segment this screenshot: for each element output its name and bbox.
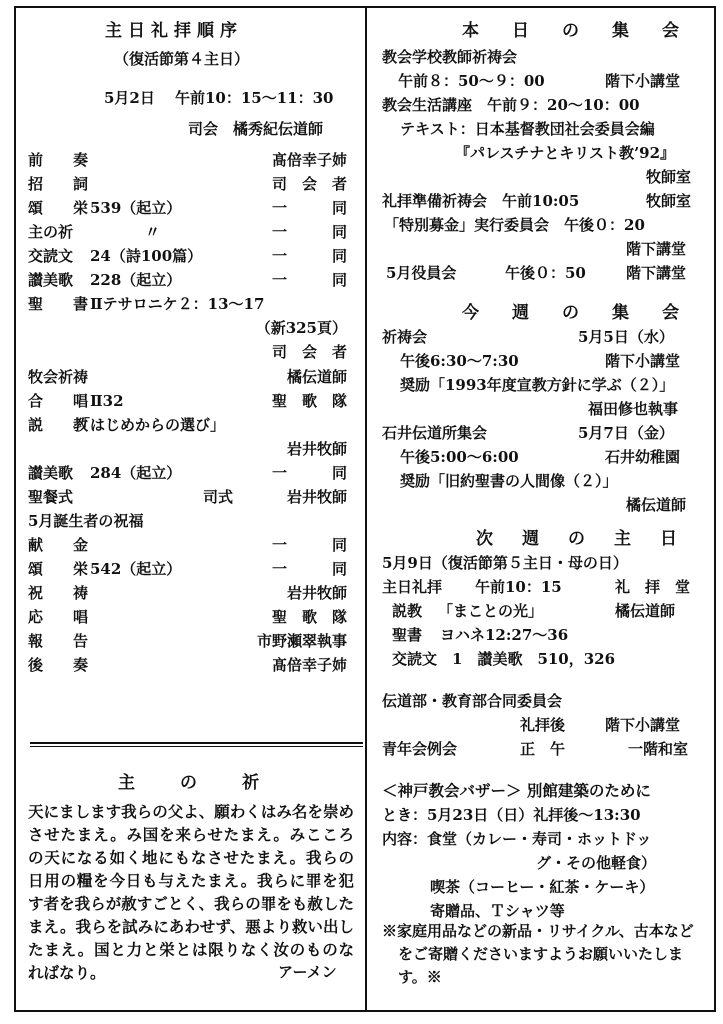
prayer-amen: アーメン xyxy=(278,963,337,981)
prayer-title: 主 の 祈 xyxy=(118,773,273,793)
order-item-person: （新325頁） xyxy=(255,319,347,337)
week-line: 階下小講堂 xyxy=(605,352,681,370)
order-item-label: 献 金 xyxy=(28,536,89,554)
order-item-label: 合 唱 xyxy=(28,392,89,410)
next-line: 聖書 xyxy=(392,626,423,644)
week-line: 午後5:00〜6:00 xyxy=(400,448,519,466)
week-line: 午後6:30〜7:30 xyxy=(400,352,519,370)
week-title: 今 週 の 集 会 xyxy=(462,303,687,323)
order-date: 5月2日 xyxy=(104,89,155,107)
today-line: 午前８：50〜９：00 xyxy=(398,72,545,90)
order-item-person: 一 同 xyxy=(271,199,347,217)
bazaar-line: ＜神戸教会バザー＞ 別館建築のために xyxy=(382,781,651,800)
bazaar-line: 寄贈品、Ｔシャツ等 xyxy=(430,902,565,920)
week-line: 祈祷会 xyxy=(382,328,428,346)
order-item-person: 司 会 者 xyxy=(271,343,347,361)
section-divider xyxy=(30,742,363,747)
today-line: 教会生活講座 午前９：20〜10：00 xyxy=(382,96,640,114)
order-item-label: 交読文 xyxy=(28,247,74,265)
order-item-label: 聖 書 xyxy=(28,295,89,313)
today-line: 礼拝準備祈祷会 午前10:05 xyxy=(382,192,580,210)
order-item-content: 「はじめからの選び」 xyxy=(75,416,226,434)
today-title: 本 日 の 集 会 xyxy=(462,21,687,41)
today-line: 5月役員会 xyxy=(386,264,457,282)
committee-line: 正 午 xyxy=(520,740,566,758)
today-line: 階下講堂 xyxy=(626,240,687,258)
today-line: 階下講堂 xyxy=(626,264,687,282)
order-item-content: 542（起立） xyxy=(90,560,182,578)
order-item-label: 5月誕生者の祝福 xyxy=(28,512,144,530)
order-item-person: 一 同 xyxy=(271,536,347,554)
week-line: 5月5日（水） xyxy=(578,328,674,346)
next-line: 橘伝道師 xyxy=(615,602,676,620)
order-item-person: 岩井牧師 xyxy=(286,584,347,602)
next-line: 午前10：15 xyxy=(475,578,562,596)
today-line: 牧師室 xyxy=(646,168,692,186)
bazaar-donation-notice: ※家庭用品などの新品・リサイクル、古本などをご寄贈くださいますようお願いいたします。※ xyxy=(382,922,694,986)
order-item-content: 228（起立） xyxy=(90,271,182,289)
next-line: 「まことの光」 xyxy=(438,602,544,620)
order-title: 主日礼拝順序 xyxy=(105,21,243,41)
next-line: 交読文 1 讃美歌 510，326 xyxy=(392,650,616,668)
today-line: 牧師室 xyxy=(646,192,692,210)
order-item-label: 讃美歌 xyxy=(28,464,74,482)
column-divider xyxy=(365,6,367,1012)
order-item-label: 祝 祷 xyxy=(28,584,89,602)
order-item-label: 讃美歌 xyxy=(28,271,74,289)
today-line: 階下小講堂 xyxy=(605,72,681,90)
committee-line: 礼拝後 xyxy=(520,716,566,734)
order-item-content: 〃 xyxy=(145,223,161,241)
order-item-label: 後 奏 xyxy=(28,656,89,674)
week-line: 奨励「旧約聖書の人間像（２）」 xyxy=(400,472,618,490)
order-item-content: Ⅱ32 xyxy=(90,392,124,410)
order-item-person: 髙倍幸子姉 xyxy=(271,151,347,169)
order-item-label: 頌 栄 xyxy=(28,199,89,217)
order-item-person: 髙倍幸子姉 xyxy=(271,656,347,674)
order-item-content: 284（起立） xyxy=(90,464,182,482)
order-item-label: 聖餐式 xyxy=(28,488,74,506)
week-line: 石井伝道所集会 xyxy=(382,424,488,442)
next-line: 主日礼拝 xyxy=(382,578,443,596)
order-item-label: 応 唱 xyxy=(28,608,89,626)
week-line: 橘伝道師 xyxy=(626,496,687,514)
order-time: 午前10：15〜11：30 xyxy=(175,89,334,107)
order-presider: 司会 橘秀紀伝道師 xyxy=(188,120,324,138)
order-item-content: 539（起立） xyxy=(90,199,182,217)
order-item-content: Ⅱテサロニケ２：13〜17 xyxy=(90,295,265,313)
order-item-person: 一 同 xyxy=(271,560,347,578)
order-item-person: 司 会 者 xyxy=(271,175,347,193)
order-item-person: 岩井牧師 xyxy=(286,488,347,506)
order-item-person: 聖 歌 隊 xyxy=(271,608,347,626)
today-line: 『パレスチナとキリスト教’92』 xyxy=(455,144,676,162)
week-line: 奨励「1993年度宣教方針に学ぶ（２）」 xyxy=(400,376,675,394)
next-line: 5月9日（復活節第５主日・母の日） xyxy=(382,554,628,572)
committee-line: 階下小講堂 xyxy=(605,716,681,734)
prayer-text: 天にまします我らの父よ、願わくはみ名を崇めさせたまえ。み国を来らせたまえ。みこころの天になる如く地にもなさせたまえ。我らの日用の糧を今日も与えたまえ。我らに罪を犯す者を我らが赦すごとく、我らの罪をも赦したまえ。我らを試みにあわせず、悪より救い出したまえ。国と力と栄とは限りなく汝のものなればなり。 xyxy=(28,802,354,982)
week-line: 石井幼稚園 xyxy=(605,448,681,466)
bazaar-line: とき：5月23日（日）礼拝後〜13:30 xyxy=(382,806,641,824)
next-line: 説教 xyxy=(392,602,423,620)
committee-line: 青年会例会 xyxy=(382,740,458,758)
bazaar-line: グ・その他軽食） xyxy=(536,854,657,872)
order-item-label: 報 告 xyxy=(28,632,89,650)
week-line: 5月7日（金） xyxy=(578,424,674,442)
order-item-label: 牧会祈祷 xyxy=(28,368,89,386)
order-item-content: 24（詩100篇） xyxy=(90,247,203,265)
order-item-label: 頌 栄 xyxy=(28,560,89,578)
order-item-person: 一 同 xyxy=(271,464,347,482)
week-line: 福田修也執事 xyxy=(588,400,679,418)
order-item-person: 聖 歌 隊 xyxy=(271,392,347,410)
order-item-content: 司式 xyxy=(203,488,234,506)
order-item-label: 前 奏 xyxy=(28,151,89,169)
order-item-person: 岩井牧師 xyxy=(286,440,347,458)
today-line: 教会学校教師祈祷会 xyxy=(382,48,518,66)
today-line: テキスト：日本基督教団社会委員会編 xyxy=(400,120,655,138)
order-item-label: 招 詞 xyxy=(28,175,89,193)
bazaar-line: 喫茶（コーヒー・紅茶・ケーキ） xyxy=(430,878,655,896)
order-subtitle: （復活節第４主日） xyxy=(114,50,250,68)
next-line: 礼 拝 堂 xyxy=(615,578,691,596)
order-item-person: 市野瀬翠執事 xyxy=(256,632,347,650)
next-line: ヨハネ12:27〜36 xyxy=(440,626,569,644)
order-item-person: 一 同 xyxy=(271,247,347,265)
today-line: 「特別募金」実行委員会 午後０：20 xyxy=(384,216,645,234)
order-item-person: 一 同 xyxy=(271,223,347,241)
next-title: 次 週 の 主 日 xyxy=(476,529,683,549)
today-line: 午後０：50 xyxy=(505,264,586,282)
committee-line: 伝道部・教育部合同委員会 xyxy=(382,692,563,710)
bazaar-line: 内容：食堂（カレー・寿司・ホットドッ xyxy=(382,830,652,848)
committee-line: 一階和室 xyxy=(628,740,689,758)
order-item-person: 橘伝道師 xyxy=(286,368,347,386)
order-item-label: 主の祈 xyxy=(28,223,74,241)
order-item-label: 説 教 xyxy=(28,416,89,434)
order-item-person: 一 同 xyxy=(271,271,347,289)
